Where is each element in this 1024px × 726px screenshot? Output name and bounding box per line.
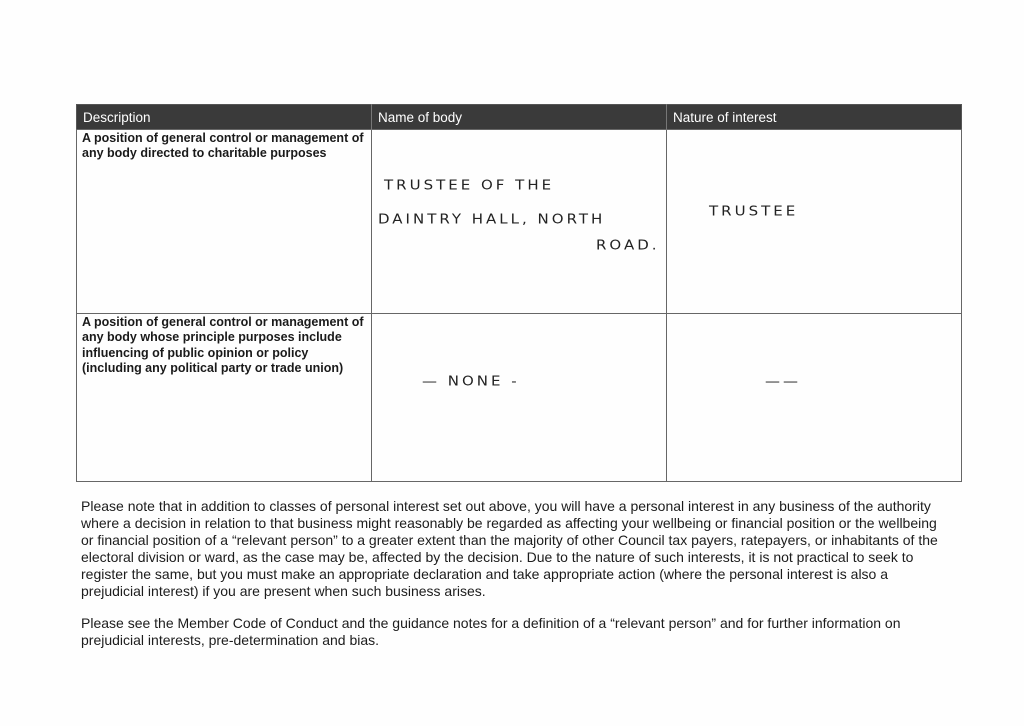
note-paragraph-1: Please note that in addition to classes of personal interest set out above, you will have a personal interest in any business of the authority where a decision in relation to that business might reasonably be regarded as affecting your wellbeing or financial position or the wellbeing or financial position of a “relevant person” to a greater extent than the majority of other Council tax payers, ratepayers, or inhabitants of the electoral division or ward, as the case may be, affected by the decision. Due to the nature of such interests, it is not practical to seek to register the same, but you must make an appropriate declaration and take appropriate action (where the personal interest is also a prejudicial interest) if you are present when such business arises. bbox=[81, 498, 938, 599]
handwritten-nature: TRUSTEE bbox=[709, 202, 799, 220]
table-row bbox=[77, 130, 962, 314]
table-row bbox=[77, 314, 962, 482]
handwritten-name-line-2: DAINTRY HALL, NORTH bbox=[378, 210, 606, 228]
header-name-of-body: Name of body bbox=[372, 105, 667, 130]
handwritten-name-line-1: TRUSTEE OF THE bbox=[384, 176, 555, 194]
name-of-body-cell bbox=[372, 130, 667, 314]
note-paragraph-2: Please see the Member Code of Conduct and the guidance notes for a definition of a “relevant person” and for further information on prejudicial interests, pre-determination and bias. bbox=[81, 615, 901, 649]
table-header-row bbox=[77, 105, 962, 130]
interests-table bbox=[76, 104, 962, 482]
description-cell bbox=[77, 314, 372, 482]
handwritten-name-line-3: ROAD. bbox=[596, 236, 660, 254]
nature-of-interest-cell bbox=[667, 314, 962, 482]
description-text: A position of general control or management of any body directed to charitable purposes bbox=[82, 131, 364, 161]
header-description: Description bbox=[77, 105, 372, 130]
description-cell bbox=[77, 130, 372, 314]
handwritten-name: — NONE - bbox=[422, 372, 520, 390]
notes-section bbox=[81, 498, 951, 665]
name-of-body-cell bbox=[372, 314, 667, 482]
nature-of-interest-cell bbox=[667, 130, 962, 314]
header-nature-of-interest: Nature of interest bbox=[667, 105, 962, 130]
description-text: A position of general control or management of any body whose principle purposes include influencing of public opinion or policy (including any political party or trade union) bbox=[82, 315, 364, 375]
handwritten-nature: —— bbox=[765, 372, 801, 390]
